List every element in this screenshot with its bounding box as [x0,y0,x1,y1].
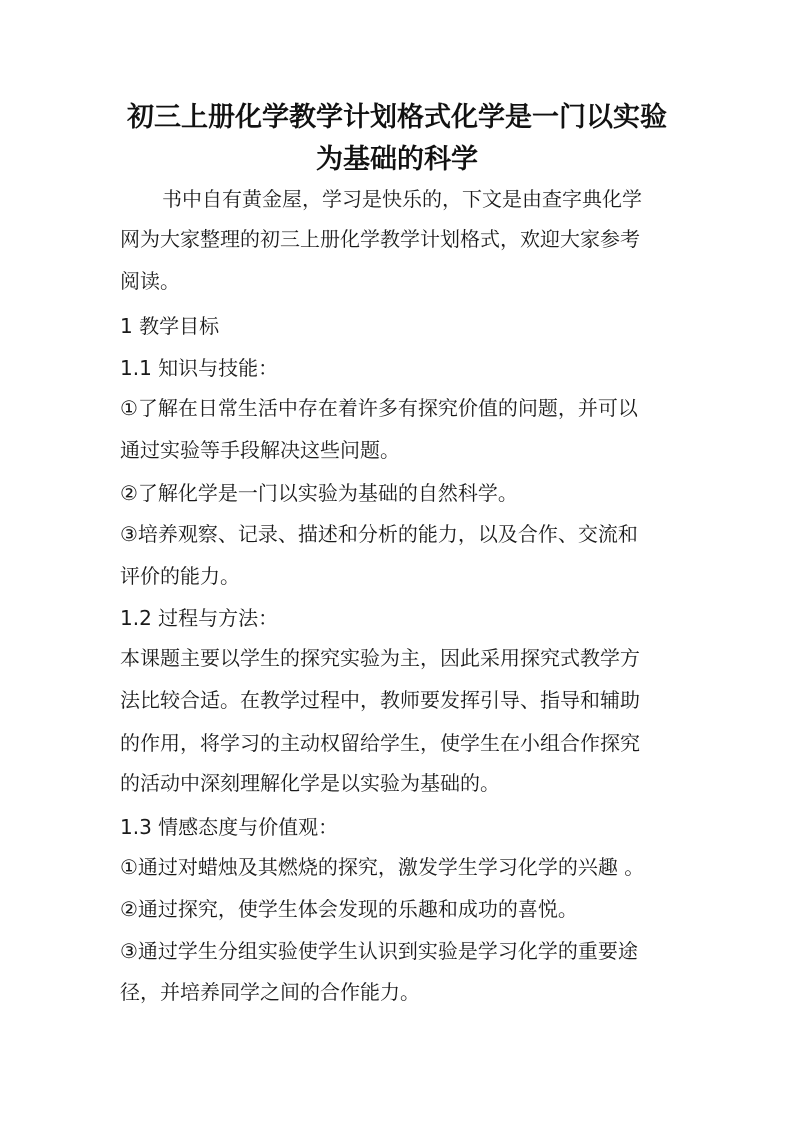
s13-line-4: 径，并培养同学之间的合作能力。 [120,980,420,1004]
s13-line-2: ②通过探究，使学生体会发现的乐趣和成功的喜悦。 [120,897,578,921]
title-line-2: 为基础的科学 [316,144,478,175]
subsection-1-2-heading: 1.2 过程与方法： [120,606,279,630]
s12-line-2: 法比较合适。在教学过程中，教师要发挥引导、指导和辅助 [120,688,640,712]
s13-line-3: ③通过学生分组实验使学生认识到实验是学习化学的重要途 [120,939,638,963]
subsection-1-1-heading: 1.1 知识与技能： [120,356,279,380]
s12-line-3: 的作用，将学习的主动权留给学生，使学生在小组合作探究 [120,731,640,755]
s11-line-5: 评价的能力。 [120,564,240,588]
intro-line-3: 阅读。 [120,269,180,293]
s11-line-2: 通过实验等手段解决这些问题。 [120,438,400,462]
intro-line-2: 网为大家整理的初三上册化学教学计划格式，欢迎大家参考 [120,227,640,251]
intro-line-1: 书中自有黄金屋，学习是快乐的，下文是由查字典化学 [162,187,642,211]
s11-line-1: ①了解在日常生活中存在着许多有探究价值的问题，并可以 [120,396,638,420]
s12-line-4: 的活动中深刻理解化学是以实验为基础的。 [120,771,500,795]
s11-line-4: ③培养观察、记录、描述和分析的能力，以及合作、交流和 [120,522,638,546]
s12-line-1: 本课题主要以学生的探究实验为主，因此采用探究式教学方 [120,646,640,670]
s11-line-3: ②了解化学是一门以实验为基础的自然科学。 [120,481,518,505]
title-line-1: 初三上册化学教学计划格式化学是一门以实验 [127,102,667,133]
subsection-1-3-heading: 1.3 情感态度与价值观： [120,815,339,839]
section-heading: 1 教学目标 [120,314,220,338]
s13-line-1: ①通过对蜡烛及其燃烧的探究，激发学生学习化学的兴趣 。 [120,855,645,879]
